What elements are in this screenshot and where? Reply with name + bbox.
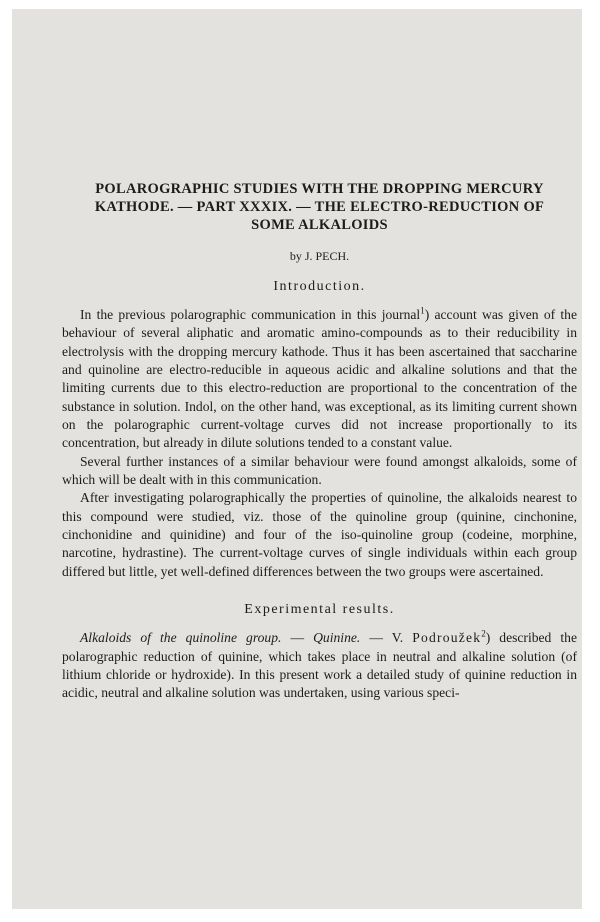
title-line-2: KATHODE. — PART XXXIX. — THE ELECTRO-REDUCTION OF bbox=[94, 199, 545, 215]
results-paragraph-1 bbox=[62, 629, 577, 702]
footnote-ref-1: 1 bbox=[420, 305, 425, 316]
introduction-heading: Introduction. bbox=[273, 279, 366, 294]
intro-paragraph-3: After investigating polarographically the properties of quinoline, the alkaloids nearest to this compound were studied, viz. those of the quinoline group (quinine, cinchonine, cinchonidine and quinidine) and four of the iso-quinoline group (codeine, morphine, narcotine, hydrastine). The current-voltage curves of single individuals within each group differed but little, yet well-defined differences between the two groups were ascertained. bbox=[62, 490, 577, 579]
title-line-1: POLAROGRAPHIC STUDIES WITH THE DROPPING MERCURY bbox=[95, 181, 544, 197]
results-heading: Experimental results. bbox=[244, 602, 395, 618]
results-dash-1: — bbox=[281, 630, 314, 646]
results-dash-2: — V. bbox=[360, 630, 413, 646]
intro-paragraph-1 bbox=[62, 306, 577, 453]
article-body bbox=[62, 180, 577, 703]
results-p1-text: ) described the polarographic reduction of quinine, which takes place in neutral and alkaline solution (of lithium chloride or hydroxide). In this present work a detailed study of quinine reduction in acidic, neutral and alkaline solution was undertaken, using various speci- bbox=[62, 630, 578, 701]
title-line-3: SOME ALKALOIDS bbox=[251, 217, 388, 233]
author-byline: by J. PECH. bbox=[289, 249, 350, 263]
intro-p1-text-b: ) account was given of the behaviour of several aliphatic and aromatic amino-compounds as to their reducibility in electrolysis with the dropping mercury kathode. Thus it has been ascertained that saccharine and quinoline are electro-reducible in aqueous acidic and alkaline solutions and that the limiting currents due to this electro-reduction are proportional to the concentration of the substance in solution. Indol, on the other hand, was exceptional, as its limiting current shown on the polarographic current-voltage curves did not increase proportionally to its concentration, but already in dilute solutions tended to a constant value. bbox=[62, 307, 577, 451]
scanned-page bbox=[12, 9, 582, 909]
intro-paragraph-2: Several further instances of a similar behaviour were found amongst alkaloids, some of which will be dealt with in this communication. bbox=[62, 453, 577, 488]
results-sub-italic: Quinine. bbox=[313, 630, 361, 646]
cited-author: Podroužek bbox=[412, 630, 482, 646]
intro-p1-text-a: In the previous polarographic communication in this journal bbox=[80, 307, 421, 322]
results-lead-italic: Alkaloids of the quinoline group. bbox=[80, 630, 282, 646]
article-title bbox=[62, 180, 577, 234]
footnote-ref-2: 2 bbox=[481, 628, 486, 639]
